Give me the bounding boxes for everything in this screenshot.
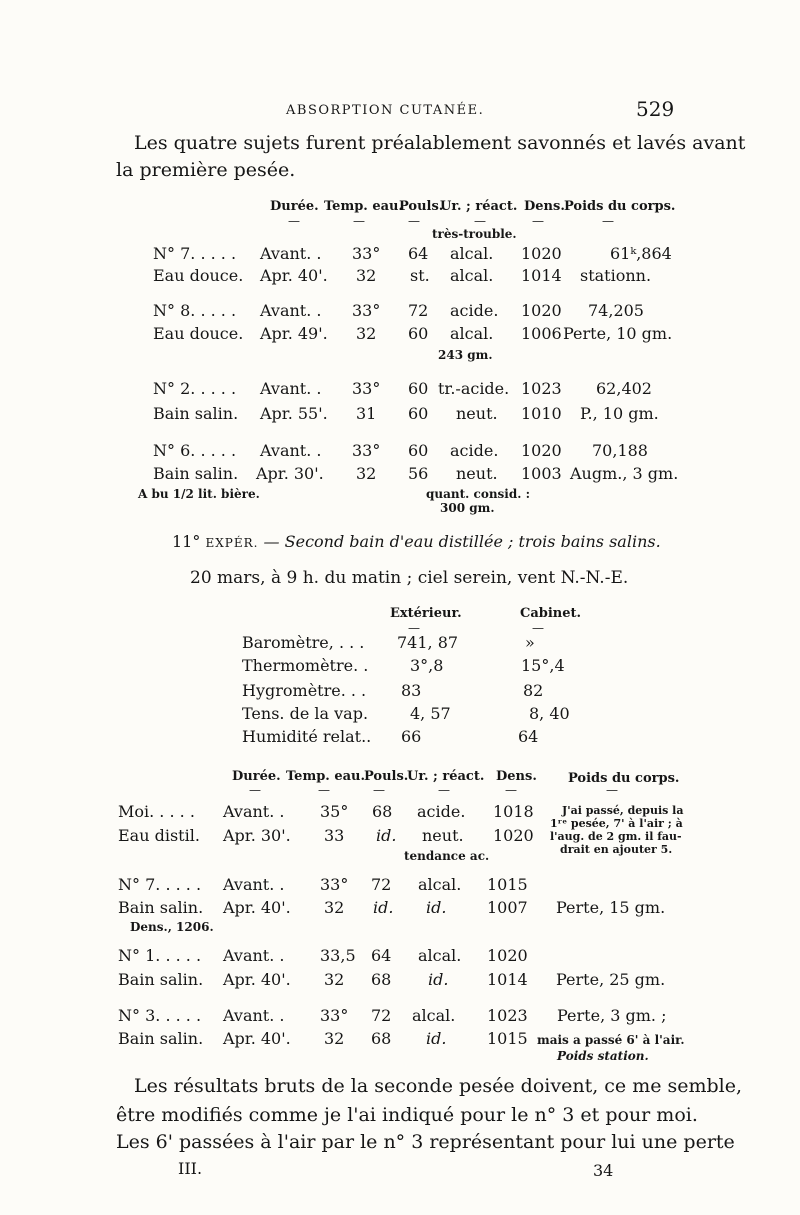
t2-cell-temp: 32 [324,898,345,917]
t1-cell-urine: alcal. [450,266,494,285]
signature-mark: III. [178,1159,203,1178]
t2-cell-dens: 1020 [487,946,528,965]
t2-head-dens: Dens. [496,769,537,784]
weather-cell-exterieur: 83 [401,681,422,700]
t1-cell-duree: Avant. . [260,244,322,263]
t1-cell-dens: 1020 [521,301,562,320]
t1-cell-subject: N° 8. . . . . [153,301,237,320]
weather-cell-label: Humidité relat.. [242,727,372,746]
t2-note-poids-station: Poids station. [557,1049,649,1063]
running-title: ABSORPTION CUTANÉE. [286,103,485,118]
weather-cell-exterieur: 4, 57 [410,704,451,723]
t2-dash-5: — [505,783,517,797]
weather-cell-label: Baromètre, . . . [242,633,365,652]
t2-note-moi-line: drait en ajouter 5. [560,843,673,856]
t2-cell-dens: 1020 [493,826,534,845]
weather-cell-cabinet: » [525,633,535,652]
t2-cell-pouls: 68 [372,802,393,821]
t2-cell-subject: Eau distil. [118,826,200,845]
t2-head-temp: Temp. eau. [286,769,366,784]
t1-note-300: 300 gm. [440,501,495,515]
t2-cell-duree: Apr. 40'. [223,970,291,989]
t2-cell-temp: 33 [324,826,345,845]
t1-cell-poids: 62,402 [596,379,652,398]
t1-cell-pouls: 60 [408,404,429,423]
t2-dash-2: — [318,783,330,797]
t1-cell-poids: 61ᵏ,864 [610,244,672,263]
t2-head-urine: Ur. ; réact. [407,769,485,784]
t1-cell-poids: 74,205 [588,301,644,320]
t2-cell-dens: 1023 [487,1006,528,1025]
t1-dash-2: — [353,214,365,228]
t2-head-pouls: Pouls. [364,769,409,784]
t1-cell-duree: Avant. . [260,441,322,460]
t2-cell-temp: 33° [320,875,349,894]
t1-cell-duree: Avant. . [260,379,322,398]
t1-cell-urine: acide. [450,441,499,460]
t2-cell-poids: Perte, 3 gm. ; [557,1006,667,1025]
t2-cell-subject: N° 7. . . . . [118,875,202,894]
t1-cell-dens: 1023 [521,379,562,398]
t2-cell-temp: 33° [320,1006,349,1025]
weather-head-exterieur: Extérieur. [390,606,462,621]
t1-cell-urine: tr.-acide. [438,379,510,398]
t2-cell-poids: Perte, 25 gm. [556,970,666,989]
t1-cell-subject: Eau douce. [153,266,244,285]
t1-dash-1: — [288,214,300,228]
weather-cell-cabinet: 15°,4 [521,656,565,675]
t1-cell-poids: stationn. [580,266,652,285]
t1-cell-urine: alcal. [450,244,494,263]
t1-cell-urine: neut. [456,464,498,483]
t1-cell-pouls: 60 [408,441,429,460]
t1-dash-6: — [602,214,614,228]
t2-cell-poids: Perte, 15 gm. [556,898,666,917]
t1-cell-pouls: 72 [408,301,429,320]
t1-cell-temp: 33° [352,301,381,320]
t1-cell-temp: 32 [356,324,377,343]
t1-cell-urine: neut. [456,404,498,423]
t2-head-duree: Durée. [232,769,281,784]
experiment-number: 11° [172,532,201,551]
t2-cell-duree: Avant. . [223,802,285,821]
t2-cell-urine: alcal. [418,946,462,965]
t1-cell-subject: Eau douce. [153,324,244,343]
t1-cell-temp: 32 [356,464,377,483]
t2-cell-pouls: 68 [371,970,392,989]
weather-cell-cabinet: 8, 40 [529,704,570,723]
t1-cell-subject: N° 2. . . . . [153,379,237,398]
t2-cell-urine: acide. [417,802,466,821]
t1-cell-pouls: 60 [408,324,429,343]
t1-cell-duree: Apr. 55'. [260,404,328,423]
t2-cell-temp: 32 [324,1029,345,1048]
t1-cell-duree: Apr. 40'. [260,266,328,285]
t2-cell-temp: 33,5 [320,946,356,965]
t1-cell-temp: 33° [352,441,381,460]
t2-cell-subject: N° 1. . . . . [118,946,202,965]
t1-cell-temp: 31 [356,404,377,423]
t1-cell-temp: 32 [356,266,377,285]
t2-head-poids: Poids du corps. [568,771,680,786]
t2-cell-pouls: 64 [371,946,392,965]
t2-cell-subject: Moi. . . . . [118,802,195,821]
t1-cell-subject: N° 7. . . . . [153,244,237,263]
t2-cell-duree: Avant. . [223,946,285,965]
t1-head-temp: Temp. eau. [324,199,404,214]
t1-cell-urine: acide. [450,301,499,320]
t2-cell-duree: Apr. 30'. [223,826,291,845]
t1-cell-dens: 1010 [521,404,562,423]
t1-cell-duree: Avant. . [260,301,322,320]
t2-cell-duree: Avant. . [223,1006,285,1025]
t2-cell-pouls: 68 [371,1029,392,1048]
intro-line-2: la première pesée. [116,159,296,181]
t2-cell-duree: Apr. 40'. [223,1029,291,1048]
experiment-heading [172,534,661,550]
t1-cell-pouls: 60 [408,379,429,398]
t2-cell-subject: Bain salin. [118,898,204,917]
weather-cell-exterieur: 741, 87 [397,633,459,652]
t1-dash-3: — [408,214,420,228]
sheet-number: 34 [593,1161,614,1180]
t1-cell-pouls: 56 [408,464,429,483]
t2-dash-3: — [373,783,385,797]
t2-cell-poids: mais a passé 6' à l'air. [537,1033,685,1047]
t1-dash-4: — [474,214,486,228]
t1-cell-dens: 1014 [521,266,562,285]
t2-cell-dens: 1015 [487,1029,528,1048]
closing-line-2: être modifiés comme je l'ai indiqué pour le n° 3 et pour moi. [116,1104,698,1126]
t1-cell-subject: Bain salin. [153,464,239,483]
t2-cell-pouls: 72 [371,875,392,894]
page-number: 529 [636,97,675,121]
experiment-title: — Second bain d'eau distillée ; trois bains salins. [263,532,661,551]
t2-cell-duree: Avant. . [223,875,285,894]
weather-cell-label: Hygromètre. . . [242,681,367,700]
t1-cell-dens: 1020 [521,244,562,263]
t2-cell-pouls: id. [373,898,394,917]
t2-cell-subject: Bain salin. [118,970,204,989]
t1-cell-poids: Augm., 3 gm. [570,464,679,483]
t2-cell-dens: 1015 [487,875,528,894]
t1-cell-poids: Perte, 10 gm. [563,324,673,343]
t1-cell-duree: Apr. 30'. [256,464,324,483]
t1-head-pouls: Pouls. [399,199,444,214]
t1-cell-poids: P., 10 gm. [580,404,659,423]
t2-cell-dens: 1007 [487,898,528,917]
t2-cell-subject: N° 3. . . . . [118,1006,202,1025]
t2-cell-dens: 1018 [493,802,534,821]
t1-cell-urine: alcal. [450,324,494,343]
weather-cell-label: Tens. de la vap. [242,704,369,723]
t1-cell-temp: 33° [352,244,381,263]
t1-head-poids: Poids du corps. [564,199,676,214]
t1-cell-dens: 1006 [521,324,562,343]
t2-dash-6: — [606,783,618,797]
experiment-label: EXPÉR. [205,536,259,550]
t1-note-quant: quant. consid. : [426,487,531,501]
t2-cell-urine: alcal. [412,1006,456,1025]
t1-note-243: 243 gm. [438,348,493,362]
intro-line-1: Les quatre sujets furent préalablement savonnés et lavés avant [134,132,746,154]
t1-note-tres-trouble: très-trouble. [432,227,517,241]
t1-cell-poids: 70,188 [592,441,648,460]
t1-cell-dens: 1003 [521,464,562,483]
t1-cell-temp: 33° [352,379,381,398]
t2-cell-pouls: 72 [371,1006,392,1025]
t1-head-dens: Dens. [524,199,565,214]
t1-cell-pouls: 64 [408,244,429,263]
t1-cell-subject: Bain salin. [153,404,239,423]
weather-cell-cabinet: 64 [518,727,539,746]
weather-cell-exterieur: 66 [401,727,422,746]
t2-cell-urine: alcal. [418,875,462,894]
closing-line-1: Les résultats bruts de la seconde pesée doivent, ce me semble, [134,1075,743,1097]
experiment-date-line: 20 mars, à 9 h. du matin ; ciel serein, vent N.-N.-E. [190,568,629,588]
t2-cell-urine: id. [426,1029,447,1048]
t2-cell-temp: 35° [320,802,349,821]
t2-cell-temp: 32 [324,970,345,989]
t2-cell-urine: id. [428,970,449,989]
t2-cell-dens: 1014 [487,970,528,989]
t2-note-moi-line: J'ai passé, depuis la [562,804,684,817]
t1-head-urine: Ur. ; réact. [440,199,518,214]
weather-cell-cabinet: 82 [523,681,544,700]
weather-cell-exterieur: 3°,8 [410,656,444,675]
t1-cell-subject: N° 6. . . . . [153,441,237,460]
t2-dash-4: — [438,783,450,797]
t1-note-biere: A bu 1/2 lit. bière. [138,487,260,501]
closing-line-3: Les 6' passées à l'air par le n° 3 représentant pour lui une perte [116,1131,735,1153]
t2-note-moi-line: 1ʳᵉ pesée, 7' à l'air ; à [550,817,683,830]
t2-note-moi-line: l'aug. de 2 gm. il fau- [550,830,682,843]
t1-cell-pouls: st. [410,266,430,285]
t2-cell-duree: Apr. 40'. [223,898,291,917]
t1-cell-duree: Apr. 49'. [260,324,328,343]
t1-cell-dens: 1020 [521,441,562,460]
weather-cell-label: Thermomètre. . [242,656,369,675]
t2-note-dens: Dens., 1206. [130,920,214,934]
t2-cell-urine: neut. [422,826,464,845]
weather-head-cabinet: Cabinet. [520,606,582,621]
t2-dash-1: — [249,783,261,797]
t1-dash-5: — [532,214,544,228]
t2-cell-pouls: id. [376,826,397,845]
t2-cell-subject: Bain salin. [118,1029,204,1048]
weather-dash-2: — [532,621,544,635]
t1-head-duree: Durée. [270,199,319,214]
weather-dash-1: — [408,621,420,635]
t2-note-tendance: tendance ac. [404,849,490,863]
t2-cell-urine: id. [426,898,447,917]
